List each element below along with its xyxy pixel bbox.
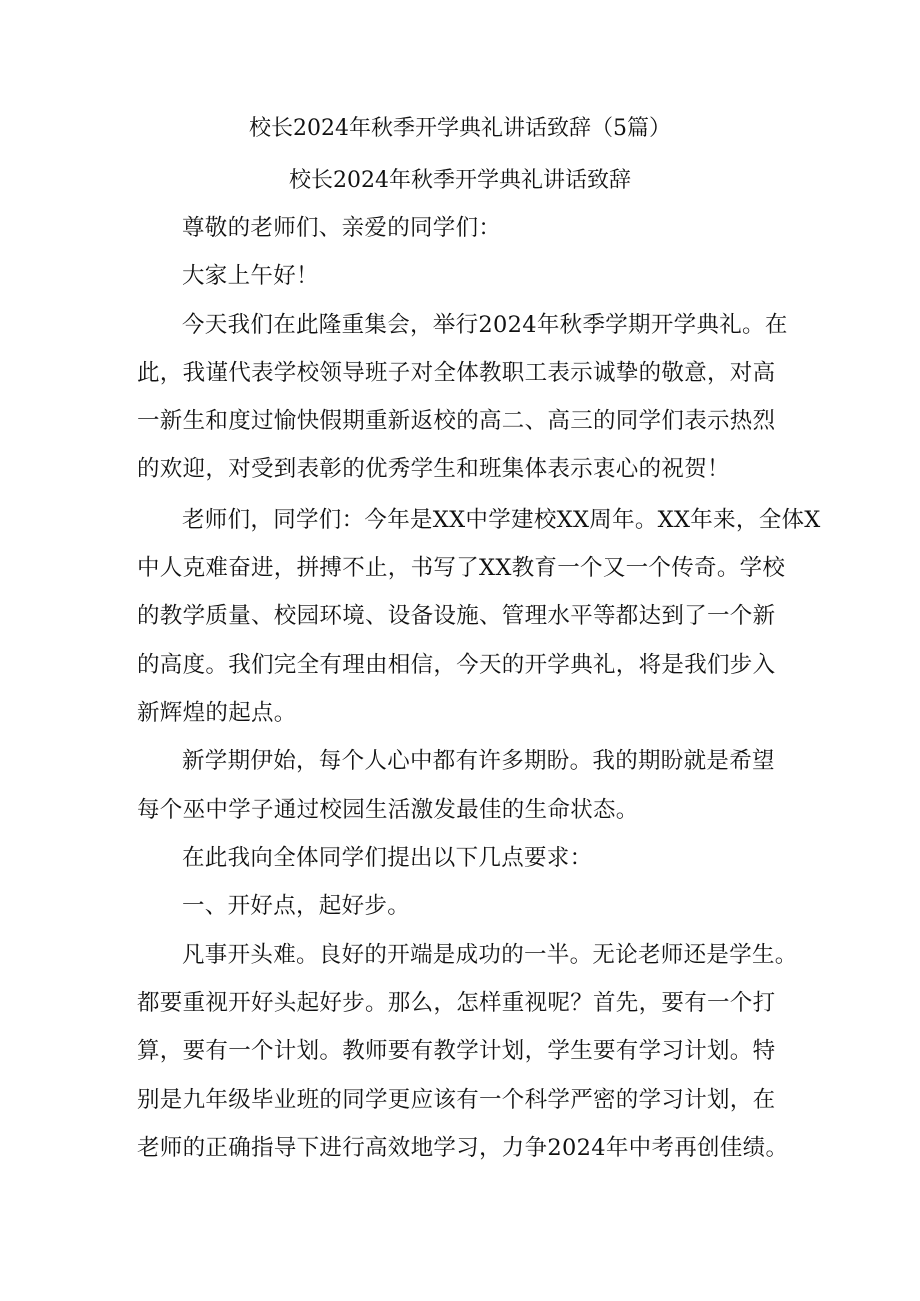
text-line: 的教学质量、校园环境、设备设施、管理水平等都达到了一个新 xyxy=(137,603,776,629)
text-line: 在此我向全体同学们提出以下几点要求： xyxy=(182,845,593,871)
text-line: 中人克难奋进，拼搏不止，书写了XX教育一个又一个传奇。学校 xyxy=(137,555,786,581)
text-line: 的高度。我们完全有理由相信，今天的开学典礼，将是我们步入 xyxy=(137,652,776,678)
text-line: 老师们，同学们：今年是XX中学建校XX周年。XX年来，全体X xyxy=(182,507,821,533)
text-line: 每个巫中学子通过校园生活激发最佳的生命状态。 xyxy=(137,797,639,823)
text-line: 一、开好点，起好步。 xyxy=(182,893,411,919)
text-line: 新学期伊始，每个人心中都有许多期盼。我的期盼就是希望 xyxy=(182,748,775,774)
text-line: 别是九年级毕业班的同学更应该有一个科学严密的学习计划，在 xyxy=(137,1087,776,1113)
text-line: 算，要有一个计划。教师要有教学计划，学生要有学习计划。特 xyxy=(137,1038,776,1064)
text-line: 尊敬的老师们、亲爱的同学们： xyxy=(182,215,502,241)
text-line: 此，我谨代表学校领导班子对全体教职工表示诚挚的敬意，对高 xyxy=(137,360,776,386)
sub-title: 校长2024年秋季开学典礼讲话致辞 xyxy=(289,168,631,193)
text-line: 新辉煌的起点。 xyxy=(137,700,297,726)
text-line: 都要重视开好头起好步。那么，怎样重视呢？首先，要有一个打 xyxy=(137,990,776,1016)
main-title: 校长2024年秋季开学典礼讲话致辞（5篇） xyxy=(249,116,671,141)
text-line: 的欢迎，对受到表彰的优秀学生和班集体表示衷心的祝贺！ xyxy=(137,456,730,482)
text-line: 今天我们在此隆重集会，举行2024年秋季学期开学典礼。在 xyxy=(182,312,788,338)
text-line: 老师的正确指导下进行高效地学习，力争2024年中考再创佳绩。 xyxy=(137,1135,789,1161)
text-line: 大家上午好！ xyxy=(182,263,319,289)
text-line: 一新生和度过愉快假期重新返校的高二、高三的同学们表示热烈 xyxy=(137,408,776,434)
text-line: 凡事开头难。良好的开端是成功的一半。无论老师还是学生。 xyxy=(182,942,798,968)
